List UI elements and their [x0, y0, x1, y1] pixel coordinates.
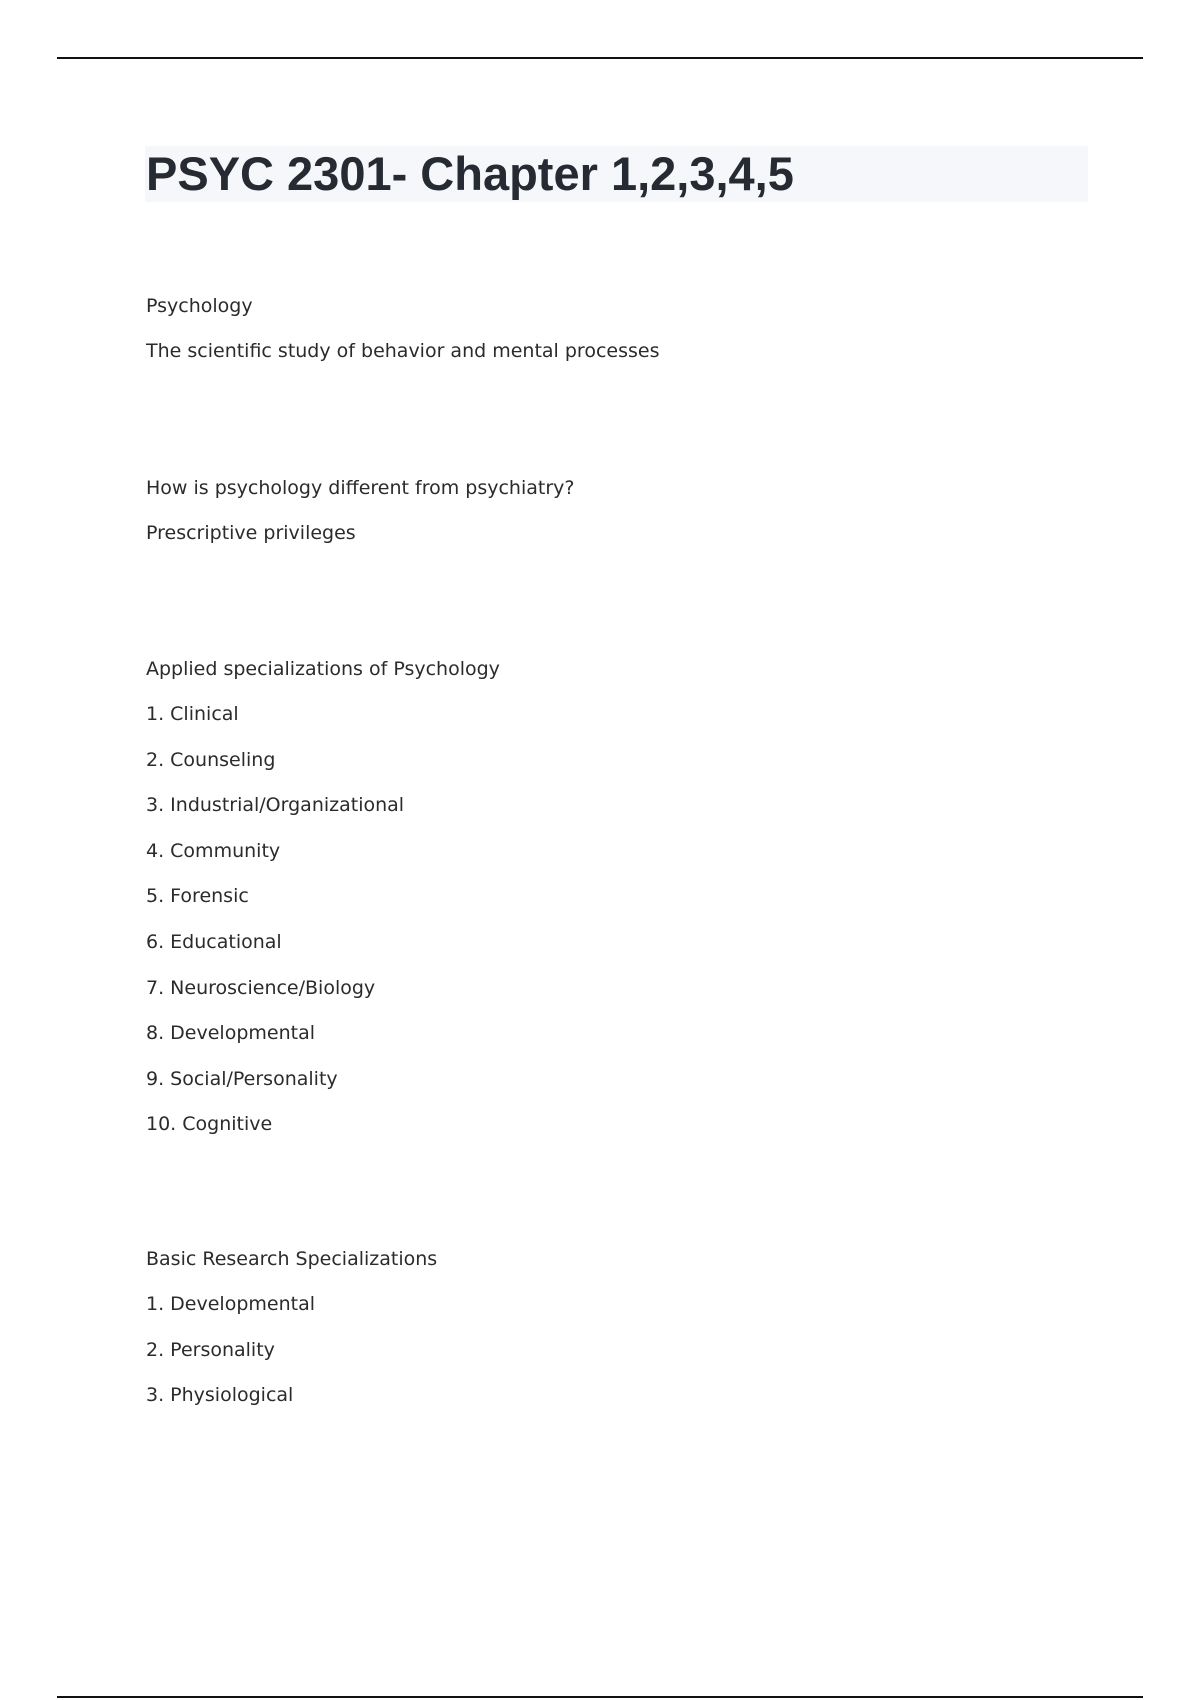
card-definition: Prescriptive privileges: [146, 522, 356, 544]
card-term: Applied specializations of Psychology: [146, 658, 500, 680]
top-rule: [57, 57, 1143, 59]
flashcard-psychology: [146, 292, 659, 382]
list-item: 3. Physiological: [146, 1384, 294, 1407]
list-item: 7. Neuroscience/Biology: [146, 976, 376, 999]
list-item: 4. Community: [146, 839, 281, 862]
list-item: 10. Cognitive: [146, 1113, 273, 1136]
card-definition-list: [146, 1290, 437, 1407]
card-definition: The scientific study of behavior and mental processes: [146, 340, 660, 362]
bottom-rule: [57, 1696, 1143, 1698]
card-term: Psychology: [146, 295, 253, 317]
list-item: 2. Personality: [146, 1338, 275, 1361]
list-item: 5. Forensic: [146, 885, 249, 908]
list-item: 8. Developmental: [146, 1022, 315, 1045]
list-item: 9. Social/Personality: [146, 1067, 338, 1090]
flashcard-applied-specializations: [146, 655, 500, 1136]
card-term: How is psychology different from psychiatry?: [146, 477, 575, 499]
list-item: 1. Clinical: [146, 703, 239, 725]
list-item: 3. Industrial/Organizational: [146, 794, 405, 817]
list-item: 2. Counseling: [146, 748, 276, 771]
list-item: 6. Educational: [146, 930, 282, 953]
flashcard-basic-research-specializations: [146, 1245, 438, 1407]
flashcard-psychology-vs-psychiatry: [146, 474, 574, 564]
page-title: PSYC 2301- Chapter 1,2,3,4,5: [146, 147, 794, 200]
card-definition-list: [146, 700, 500, 1136]
list-item: 1. Developmental: [146, 1293, 315, 1315]
card-term: Basic Research Specializations: [146, 1248, 438, 1270]
